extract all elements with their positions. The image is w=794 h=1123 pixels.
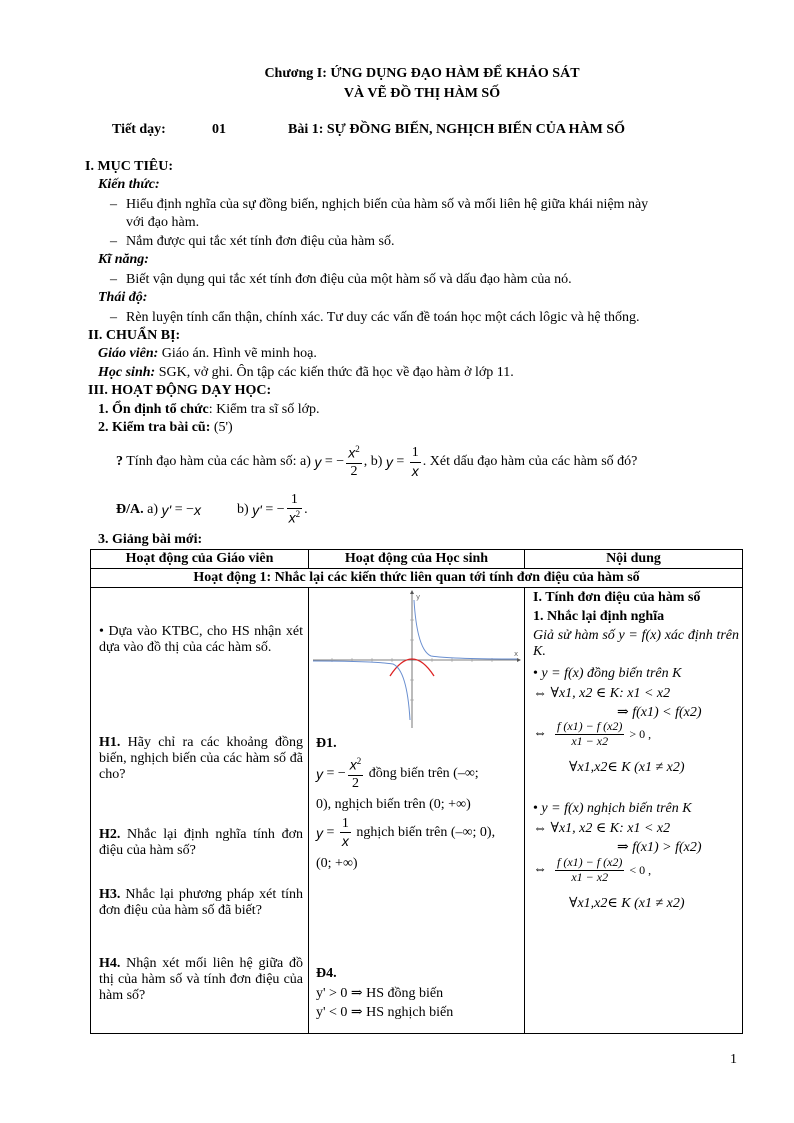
h3-label: H3. (99, 887, 121, 902)
h2-label: H2. (99, 827, 121, 842)
question-mark: ? (116, 454, 123, 469)
quotient-num: f (x1) − f (x2) (557, 855, 623, 869)
difference-quotient (555, 856, 624, 885)
step-1-label: 1. Ổn định tổ chức (98, 402, 209, 417)
chapter-title-line1: Chương I: ỨNG DỤNG ĐẠO HÀM ĐỂ KHẢO SÁT (264, 66, 580, 81)
x-axis-arrow (517, 658, 521, 662)
equivalent-icon: ⇔ (533, 862, 547, 878)
question-mid: , b) (363, 454, 386, 469)
header-teacher: Hoạt động của Giáo viên (91, 550, 309, 569)
increasing-line1: ⇔ ∀x1, x2 ∈ K: x1 < x2 (533, 686, 671, 701)
math-eq: = − (261, 502, 285, 517)
header-content: Nội dung (525, 550, 743, 569)
math-den: 2 (350, 463, 358, 479)
lesson-label: Tiết dạy: (112, 122, 166, 137)
h4-label: H4. (99, 956, 121, 971)
fraction-1-over-x2 (287, 492, 303, 528)
d1-a-text: đồng biến trên (–∞; (365, 765, 479, 781)
knowledge-item-2: Nắm được qui tắc xét tính đơn điệu của hàm số. (126, 234, 395, 249)
d1-b-text: nghịch biến trên (–∞; 0), (352, 824, 496, 840)
quotient-num: f (x1) − f (x2) (557, 719, 623, 733)
step-2 (98, 420, 233, 436)
content-subheading: 1. Nhắc lại định nghĩa (533, 609, 665, 624)
graph-x-label: x (514, 650, 519, 658)
math-eq: = − (323, 765, 346, 781)
difference-quotient (555, 720, 624, 749)
increasing-line3: ∀x1,x2∈ K (x1 ≠ x2) (569, 760, 685, 775)
dash: – (110, 272, 117, 287)
increasing-title (533, 666, 682, 682)
knowledge-label: Kiến thức: (98, 177, 160, 192)
fraction-x2-over-2 (348, 756, 364, 792)
page-number: 1 (730, 1052, 737, 1067)
knowledge-item-1-cont: với đạo hàm. (126, 215, 200, 230)
math-y: y (385, 454, 393, 470)
h1-text: Hãy chỉ ra các khoảng đồng biến, nghịch biến của các hàm số đã cho? (99, 735, 303, 782)
answer-d1-a (316, 756, 522, 792)
math-exp: 2 (295, 509, 301, 520)
math-num: 1 (287, 492, 303, 509)
question-end: . Xét dấu đạo hàm của các hàm số đó? (422, 454, 638, 469)
content-column (525, 588, 743, 1034)
dash: – (110, 197, 117, 212)
teacher-prep (98, 346, 317, 362)
question-h3 (99, 887, 303, 919)
math-exp: 2 (355, 444, 360, 455)
question-h1 (99, 735, 303, 783)
teacher-prep-text: Giáo án. Hình vẽ minh hoạ. (158, 346, 317, 361)
lesson-table (90, 549, 743, 1034)
math-den: x (411, 462, 419, 479)
question-h2 (99, 827, 303, 859)
math-eq: = − (171, 502, 194, 517)
function-graph (311, 590, 523, 730)
student-prep-text: SGK, vở ghi. Ôn tập các kiến thức đã học về đạo hàm ở lớp 11. (155, 365, 514, 380)
increasing-title-text: y = f(x) đồng biến trên K (541, 666, 682, 681)
answer-d1-b-cont: (0; +∞) (316, 856, 358, 871)
lesson-name: Bài 1: SỰ ĐỒNG BIẾN, NGHỊCH BIẾN CỦA HÀM SỐ (288, 122, 626, 137)
answer-d1-b (316, 816, 526, 849)
attitude-item-1: Rèn luyện tính cẩn thận, chính xác. Tư duy các vấn đề toán học một cách lôgic và hệ thống. (126, 310, 640, 325)
bullet-icon: • (99, 624, 104, 639)
section1-heading: I. MỤC TIÊU: (85, 159, 174, 174)
content-heading: I. Tính đơn điệu của hàm số (533, 590, 701, 605)
header-student: Hoạt động của Học sinh (309, 550, 525, 569)
answer-label: Đ/A. (116, 502, 144, 517)
step-1-text: : Kiểm tra sĩ số lớp. (208, 402, 320, 417)
math-dot: . (304, 502, 308, 517)
decreasing-relation: < 0 , (626, 862, 652, 877)
math-num: 1 (410, 445, 421, 462)
fraction-1-over-x (410, 445, 421, 478)
review-answer (116, 488, 308, 532)
student-prep (98, 365, 514, 381)
step-2-text: (5') (210, 420, 233, 435)
answer-d4-label: Đ4. (316, 966, 337, 981)
dash: – (110, 310, 117, 325)
teacher-bullet (99, 624, 303, 656)
math-x: x (194, 502, 201, 518)
step-1 (98, 402, 320, 418)
hyperbola-branch-right (414, 600, 517, 659)
student-prep-label: Học sinh: (98, 365, 156, 380)
decreasing-line3: ∀x1,x2∈ K (x1 ≠ x2) (569, 896, 685, 911)
math-yprime: y' (161, 502, 172, 518)
section2-heading: II. CHUẨN BỊ: (88, 328, 181, 343)
h3-text: Nhắc lại phương pháp xét tính đơn điệu của hàm số đã biết? (99, 887, 303, 918)
graph-y-label: y (416, 593, 421, 601)
decreasing-title (533, 801, 692, 817)
activity-title: Hoạt động 1: Nhắc lại các kiến thức liên quan tới tính đơn điệu của hàm số (91, 569, 743, 588)
student-column (309, 588, 525, 1034)
chapter-title-line2: VÀ VẼ ĐỒ THỊ HÀM SỐ (343, 86, 501, 101)
math-den: 2 (352, 775, 360, 791)
h4-text: Nhận xét mối liên hệ giữa đồ thị của hàm số và tính đơn điệu của hàm số? (99, 956, 303, 1003)
math-eq: = (323, 824, 338, 840)
math-x: x (349, 756, 357, 773)
question-text: Tính đạo hàm của các hàm số: a) (123, 454, 315, 469)
increasing-relation: > 0 , (626, 726, 652, 741)
fraction-1-over-x (340, 816, 351, 849)
step-3: 3. Giảng bài mới: (98, 532, 203, 547)
teacher-column (91, 588, 309, 1034)
content-intro: Giả sử hàm số y = f(x) xác định trên K. (533, 628, 739, 659)
h2-text: Nhắc lại định nghĩa tính đơn điệu của hàm số? (99, 827, 303, 858)
increasing-ratio (533, 720, 651, 749)
hyperbola-branch-left (313, 661, 410, 720)
h1-label: H1. (99, 735, 121, 750)
increasing-line2: ⇒ f(x1) < f(x2) (617, 705, 702, 720)
equivalent-icon: ⇔ (533, 726, 547, 742)
decreasing-line1: ⇔ ∀x1, x2 ∈ K: x1 < x2 (533, 821, 671, 836)
math-y: y (316, 765, 323, 782)
lesson-number: 01 (212, 122, 226, 137)
answer-b: b) (237, 502, 253, 517)
step-2-label: 2. Kiểm tra bài cũ: (98, 420, 211, 435)
math-den: x (341, 833, 349, 850)
review-question (116, 440, 637, 484)
attitude-label: Thái độ: (98, 290, 148, 305)
dash: – (110, 234, 117, 249)
answer-d4-line1: y' > 0 ⇒ HS đồng biến (316, 986, 444, 1001)
decreasing-ratio (533, 856, 651, 885)
math-y: y (314, 454, 322, 470)
decreasing-line2: ⇒ f(x1) > f(x2) (617, 840, 702, 855)
math-exp: 2 (356, 756, 362, 766)
question-h4 (99, 956, 303, 1004)
skills-item-1: Biết vận dụng qui tắc xét tính đơn điệu của một hàm số và dấu đạo hàm của nó. (126, 272, 572, 287)
bullet-icon: • (533, 666, 538, 681)
quotient-den: x1 − x2 (571, 733, 609, 748)
bullet-icon: • (533, 801, 538, 816)
quotient-den: x1 − x2 (571, 869, 609, 884)
section3-heading: III. HOẠT ĐỘNG DẠY HỌC: (88, 383, 272, 398)
math-yprime: y' (252, 502, 262, 518)
answer-d1-a-cont: 0), nghịch biến trên (0; +∞) (316, 797, 471, 812)
math-y: y (316, 824, 323, 841)
math-num: 1 (340, 816, 351, 833)
math-eq: = (392, 454, 408, 469)
skills-label: Kĩ năng: (98, 252, 149, 267)
answer-a: a) (143, 502, 162, 517)
answer-d1-label: Đ1. (316, 736, 337, 751)
math-x: x (288, 509, 296, 526)
fraction-x2-over-2 (346, 444, 362, 480)
answer-d4-line2: y' < 0 ⇒ HS nghịch biến (316, 1005, 454, 1020)
teacher-bullet-text: Dựa vào KTBC, cho HS nhận xét dựa vào đồ thị của các hàm số. (99, 624, 303, 655)
math-x: x (348, 444, 356, 461)
decreasing-title-text: y = f(x) nghịch biến trên K (541, 801, 692, 816)
math-eq: = − (321, 454, 345, 469)
y-axis-arrow (410, 590, 414, 594)
teacher-prep-label: Giáo viên: (98, 346, 159, 361)
knowledge-item-1: Hiểu định nghĩa của sự đồng biến, nghịch biến của hàm số và mối liên hệ giữa khái niệm này (126, 197, 649, 212)
